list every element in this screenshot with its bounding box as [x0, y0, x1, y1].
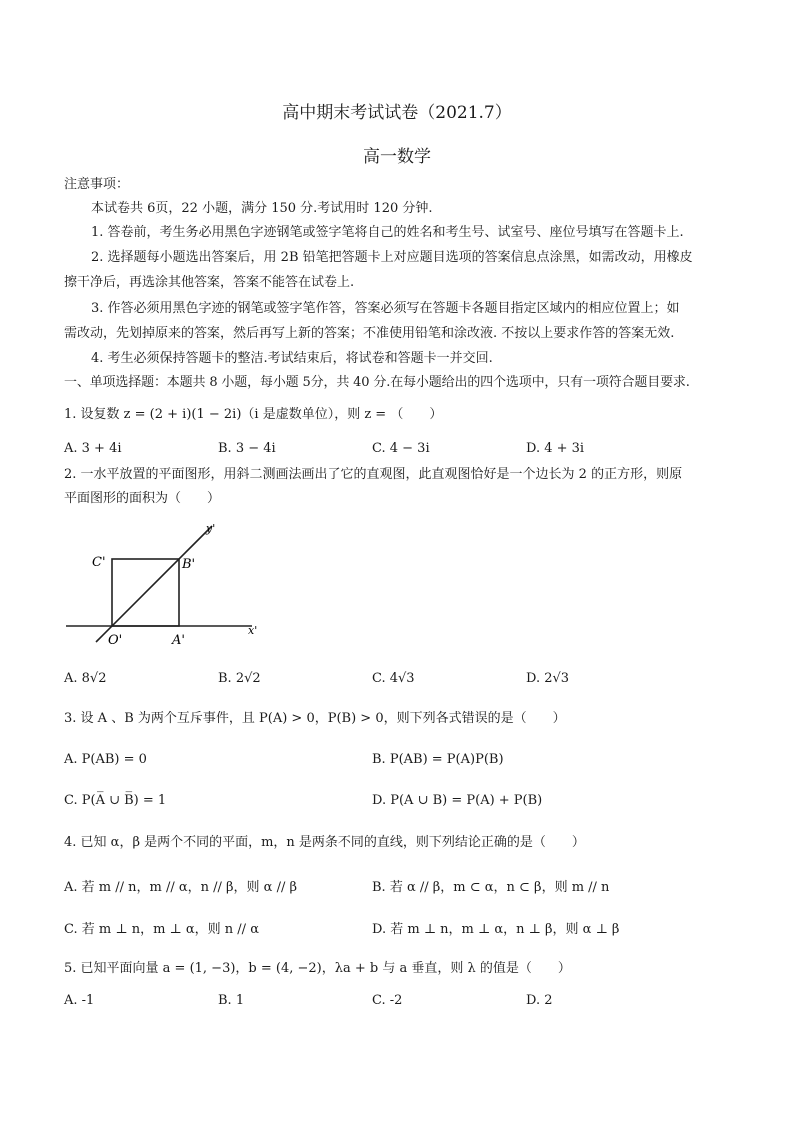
- question-stem: 1. 设复数 z = (2 + i)(1 − 2i)（i 是虚数单位），则 z = （ ）: [64, 407, 443, 422]
- option-a: A. P(AB) = 0: [64, 752, 147, 767]
- oblique-projection-figure: [64, 518, 264, 658]
- y-axis: [96, 526, 212, 642]
- option-c: C. -2: [372, 993, 403, 1008]
- option-a: A. 若 m // n，m // α，n // β，则 α // β: [64, 880, 298, 895]
- question-stem: 2. 一水平放置的平面图形，用斜二测画法画出了它的直观图，此直观图恰好是一个边长为 2 的正方形，则原: [64, 467, 683, 482]
- option-a: A. -1: [64, 993, 95, 1008]
- label-o: O': [108, 633, 123, 648]
- notice-heading: 注意事项：: [64, 177, 130, 192]
- option-a: A. 3 + 4i: [64, 441, 122, 456]
- option-d: D. 2: [526, 993, 553, 1008]
- label-a: A': [172, 633, 185, 648]
- option-b: B. 1: [218, 993, 245, 1008]
- notice-item: 3. 作答必须用黑色字迹的钢笔或签字笔作答，答案必须写在答题卡各题目指定区域内的相应位置上；如: [91, 301, 680, 316]
- exam-title: 高中期末考试试卷（2021.7）: [282, 103, 512, 123]
- question-stem: 平面图形的面积为（ ）: [64, 491, 221, 506]
- option-b: B. 若 α // β，m ⊂ α，n ⊂ β，则 m // n: [372, 880, 610, 895]
- notice-item: 4. 考生必须保持答题卡的整洁.考试结束后，将试卷和答题卡一并交回.: [91, 351, 493, 366]
- question-stem: 4. 已知 α，β 是两个不同的平面，m，n 是两条不同的直线，则下列结论正确的是（ ）: [64, 835, 585, 850]
- option-b: B. 3 − 4i: [218, 441, 276, 456]
- label-c: C': [92, 555, 106, 570]
- label-y: y': [206, 522, 216, 535]
- label-x: x': [248, 624, 258, 637]
- label-b: B': [182, 557, 196, 572]
- section-heading: 一、单项选择题：本题共 8 小题，每小题 5分，共 40 分.在每小题给出的四个选项中，只有一项符合题目要求.: [64, 375, 690, 390]
- option-d: D. 2√3: [526, 671, 570, 686]
- option-b: B. P(AB) = P(A)P(B): [372, 752, 504, 767]
- notice-item: 需改动，先划掉原来的答案，然后再写上新的答案；不准使用铅笔和涂改液. 不按以上要求作答的答案无效.: [64, 326, 675, 341]
- option-c: C. P(A̅ ∪ B̅) = 1: [64, 793, 167, 808]
- figure-svg: [64, 518, 264, 658]
- exam-subject: 高一数学: [363, 147, 431, 167]
- notice-item: 本试卷共 6页，22 小题，满分 150 分.考试用时 120 分钟.: [91, 201, 433, 216]
- notice-item: 擦干净后，再选涂其他答案，答案不能答在试卷上.: [64, 275, 355, 290]
- option-d: D. P(A ∪ B) = P(A) + P(B): [372, 793, 543, 808]
- option-d: D. 若 m ⊥ n，m ⊥ α，n ⊥ β，则 α ⊥ β: [372, 922, 620, 937]
- option-d: D. 4 + 3i: [526, 441, 585, 456]
- question-stem: 5. 已知平面向量 a = (1, −3)，b = (4, −2)，λa + b 与 a 垂直，则 λ 的值是（ ）: [64, 961, 571, 976]
- notice-item: 2. 选择题每小题选出答案后，用 2B 铅笔把答题卡上对应题目选项的答案信息点涂黑，如需改动，用橡皮: [91, 250, 693, 265]
- option-a: A. 8√2: [64, 671, 107, 686]
- option-c: C. 4√3: [372, 671, 415, 686]
- option-c: C. 若 m ⊥ n，m ⊥ α，则 n // α: [64, 922, 259, 937]
- notice-item: 1. 答卷前，考生务必用黑色字迹钢笔或签字笔将自己的姓名和考生号、试室号、座位号填写在答题卡上.: [91, 225, 684, 240]
- option-c: C. 4 − 3i: [372, 441, 430, 456]
- option-b: B. 2√2: [218, 671, 261, 686]
- question-stem: 3. 设 A 、B 为两个互斥事件，且 P(A) > 0，P(B) > 0，则下列各式错误的是（ ）: [64, 711, 566, 726]
